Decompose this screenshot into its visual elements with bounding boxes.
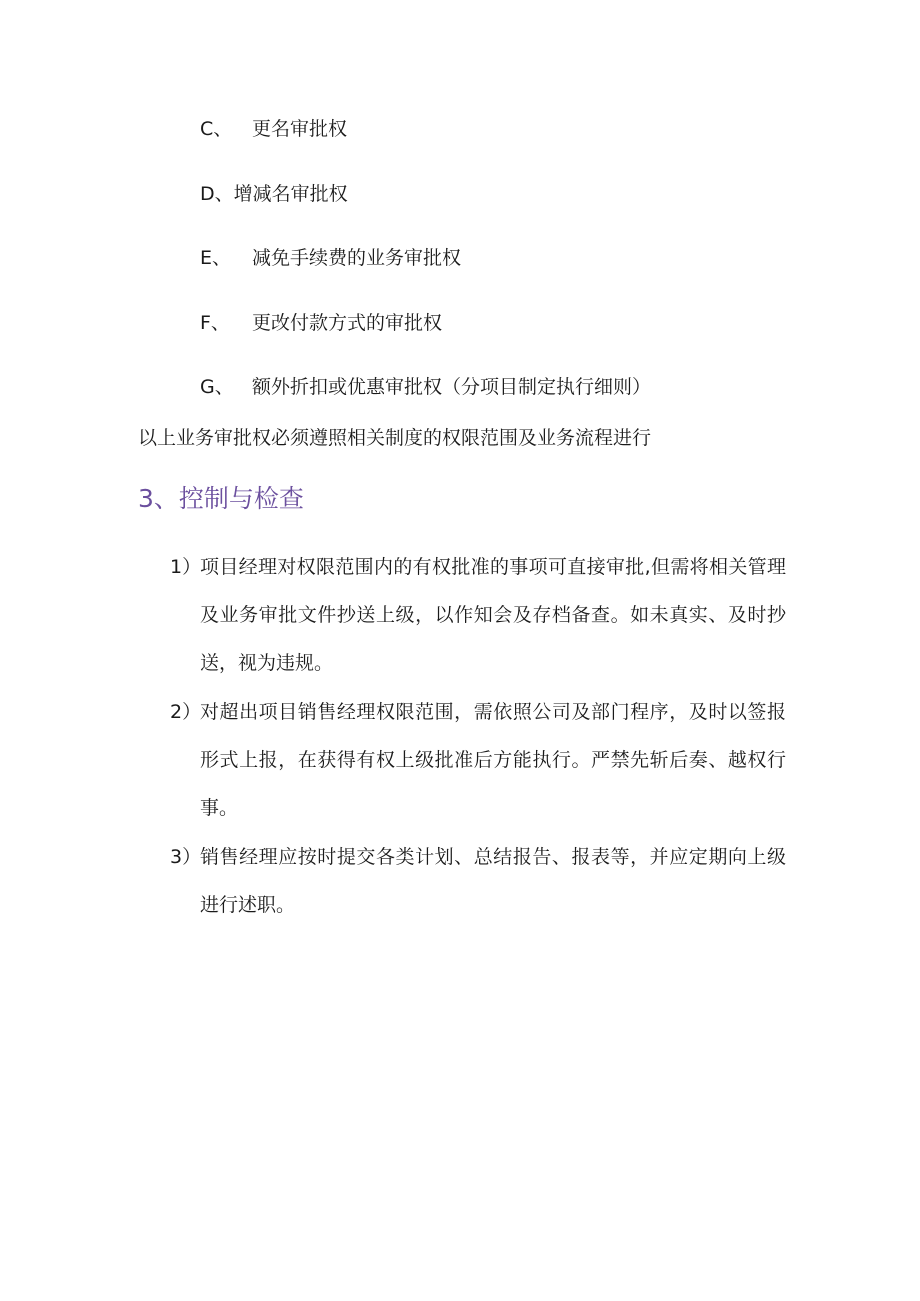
list-marker: C、 — [200, 118, 233, 140]
list-item-text: 更名审批权 — [252, 118, 348, 140]
list-item-c — [200, 117, 347, 141]
list-item-text: 增减名审批权 — [233, 183, 348, 205]
paragraph-text: 对超出项目销售经理权限范围，需依照公司及部门程序，及时以签报形式上报，在获得有权上级批准后方能执行。严禁先斩后奏、越权行事。 — [200, 701, 786, 819]
list-marker: G、 — [200, 376, 234, 398]
list-item-e — [200, 246, 461, 270]
paragraph-number: 3） — [170, 846, 202, 868]
paragraph-2 — [170, 688, 790, 832]
summary-text: 以上业务审批权必须遵照相关制度的权限范围及业务流程进行 — [138, 427, 652, 449]
list-item-g — [200, 375, 651, 399]
paragraph-1 — [170, 543, 790, 687]
paragraph-text: 项目经理对权限范围内的有权批准的事项可直接审批,但需将相关管理及业务审批文件抄送上级，以作知会及存档备查。如未真实、及时抄送，视为违规。 — [200, 556, 786, 674]
list-marker: D、 — [200, 183, 234, 205]
list-item-text: 减免手续费的业务审批权 — [252, 247, 462, 269]
list-item-text: 更改付款方式的审批权 — [252, 312, 443, 334]
paragraph-number: 2） — [170, 701, 202, 723]
list-marker: F、 — [200, 312, 230, 334]
paragraph-3 — [170, 833, 790, 929]
list-item-text: 额外折扣或优惠审批权（分项目制定执行细则） — [252, 376, 652, 398]
section-heading: 3、控制与检查 — [138, 484, 304, 513]
list-item-f — [200, 311, 442, 335]
list-item-d — [200, 182, 348, 206]
paragraph-text: 销售经理应按时提交各类计划、总结报告、报表等，并应定期向上级进行述职。 — [200, 846, 786, 916]
list-marker: E、 — [200, 247, 232, 269]
paragraph-number: 1） — [170, 556, 202, 578]
